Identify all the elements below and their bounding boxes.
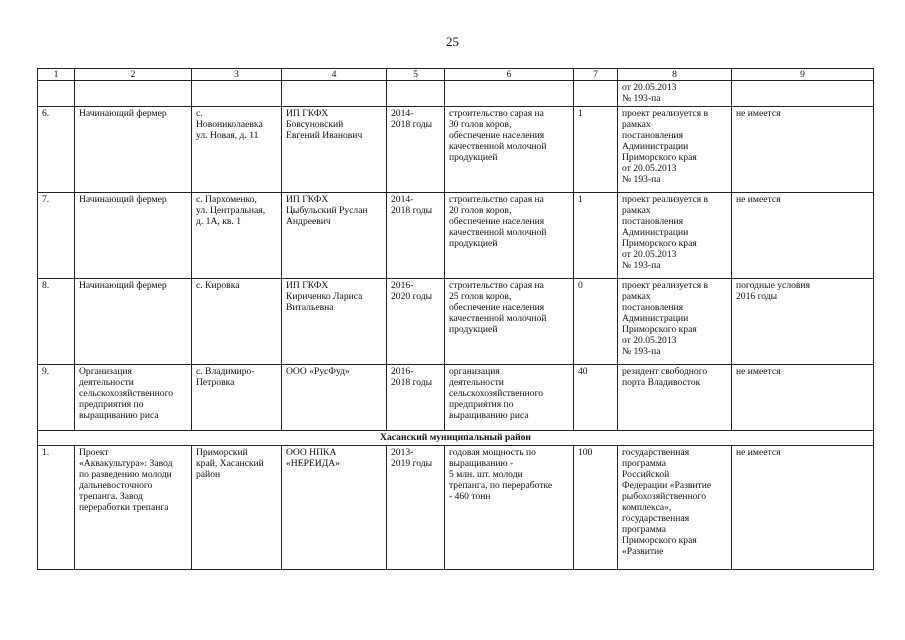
project-name-line: переработки трепанга — [79, 502, 169, 513]
description-cell — [445, 107, 574, 193]
entity-cell — [282, 446, 387, 570]
table-row — [38, 193, 874, 279]
description-line: деятельности — [449, 377, 504, 388]
notes-line: не имеется — [736, 108, 781, 119]
address-cell — [192, 107, 282, 193]
entity-line: «НЕРЕИДА» — [286, 458, 340, 469]
period-line: 2016- — [391, 366, 414, 377]
project-name-line: предприятия по — [79, 399, 144, 410]
period-line: 2013- — [391, 447, 414, 458]
description-line: предприятия по — [449, 399, 514, 410]
notes-line: не имеется — [736, 194, 781, 205]
count-cell: 100 — [574, 446, 618, 570]
program-cell — [618, 446, 732, 570]
program-line: рамках — [622, 291, 651, 302]
column-number: 7 — [574, 69, 618, 81]
entity-cell — [282, 279, 387, 365]
entity-cell — [282, 107, 387, 193]
notes-line: не имеется — [736, 447, 781, 458]
notes-cell — [732, 446, 874, 570]
description-cell — [445, 193, 574, 279]
entity-line: ИП ГКФХ — [286, 108, 329, 119]
table-row — [38, 107, 874, 193]
period-line: 2016- — [391, 280, 414, 291]
program-line: Приморского края — [622, 324, 697, 335]
address-line: Приморский — [196, 447, 248, 458]
address-line: с. Владимиро- — [196, 366, 255, 377]
program-line: Администрации — [622, 313, 689, 324]
section-title: Хасанский муниципальный район — [38, 431, 874, 446]
program-line: программа — [622, 458, 667, 469]
program-line: от 20.05.2013 — [622, 335, 677, 346]
period-line: 2014- — [391, 108, 414, 119]
description-line: обеспечение населения — [449, 216, 545, 227]
description-line: трепанга, по переработке — [449, 480, 553, 491]
row-number-cell: 1. — [38, 446, 75, 570]
entity-line: Витальевна — [286, 302, 334, 313]
project-name-line: Начинающий фермер — [79, 108, 167, 119]
address-cell — [192, 446, 282, 570]
project-name-line: Организация — [79, 366, 132, 377]
period-line: 2018 годы — [391, 205, 433, 216]
period-line: 2019 годы — [391, 458, 433, 469]
section-header-row — [38, 431, 874, 446]
period-cell — [387, 193, 445, 279]
description-line: обеспечение населения — [449, 302, 545, 313]
project-name-line: дальневосточного — [79, 480, 153, 491]
project-name-line: деятельности — [79, 377, 134, 388]
entity-line: ООО НПКА — [286, 447, 337, 458]
program-line: рыбохозяйственного — [622, 491, 706, 502]
description-line: строительство сарая на — [449, 194, 544, 205]
address-line: край, Хасанский — [196, 458, 264, 469]
period-cell — [387, 365, 445, 431]
program-line: Приморского края — [622, 535, 697, 546]
entity-line: Кириченко Лариса — [286, 291, 363, 302]
page-number: 25 — [446, 34, 459, 49]
program-line: государственная — [622, 513, 690, 524]
description-line: 25 голов коров, — [449, 291, 512, 302]
program-line: проект реализуется в — [622, 194, 709, 205]
table-row — [38, 279, 874, 365]
entity-line: Бовсуновский — [286, 119, 344, 130]
program-line: постановления — [622, 216, 684, 227]
entity-line: Цыбульский Руслан — [286, 205, 368, 216]
program-line: Администрации — [622, 227, 689, 238]
description-line: организация — [449, 366, 500, 377]
entity-cell — [282, 193, 387, 279]
program-line: проект реализуется в — [622, 280, 709, 291]
column-number: 2 — [75, 69, 192, 81]
period-line: 2020 годы — [391, 291, 433, 302]
description-line: выращиванию риса — [449, 410, 529, 421]
program-line: Приморского края — [622, 152, 697, 163]
period-line: 2014- — [391, 194, 414, 205]
program-line: комплекса», — [622, 502, 672, 513]
description-line: продукцией — [449, 152, 498, 163]
project-name-cell — [75, 365, 192, 431]
count-cell: 1 — [574, 107, 618, 193]
project-name-line: трепанга. Завод — [79, 491, 143, 502]
program-line: Федерации «Развитие — [622, 480, 712, 491]
notes-cell — [732, 107, 874, 193]
address-line: д. 1А, кв. 1 — [196, 216, 241, 227]
description-cell — [445, 365, 574, 431]
description-cell — [445, 446, 574, 570]
project-name-line: «Аквакультура»: Завод — [79, 458, 173, 469]
program-line: Российской — [622, 469, 670, 480]
description-line: 20 голов коров, — [449, 205, 512, 216]
project-name-line: Начинающий фермер — [79, 280, 167, 291]
notes-line: 2016 годы — [736, 291, 778, 302]
row-number-cell: 8. — [38, 279, 75, 365]
entity-line: Евгений Иванович — [286, 130, 363, 141]
notes-cell — [732, 365, 874, 431]
address-cell — [192, 365, 282, 431]
address-line: ул. Новая, д. 11 — [196, 130, 259, 141]
period-cell — [387, 107, 445, 193]
column-number: 1 — [38, 69, 75, 81]
program-line: от 20.05.2013 — [622, 249, 677, 260]
program-line: постановления — [622, 302, 684, 313]
description-line: строительство сарая на — [449, 280, 544, 291]
column-number: 3 — [192, 69, 282, 81]
program-line: № 193-па — [622, 174, 661, 185]
column-number: 6 — [445, 69, 574, 81]
entity-line: ИП ГКФХ — [286, 194, 329, 205]
program-line: программа — [622, 524, 667, 535]
count-cell: 40 — [574, 365, 618, 431]
project-name-line: сельскохозяйственного — [79, 388, 174, 399]
program-line: резидент свободного — [622, 366, 708, 377]
notes-cell — [732, 193, 874, 279]
description-cell — [445, 279, 574, 365]
description-line: 30 голов коров, — [449, 119, 512, 130]
column-number: 9 — [732, 69, 874, 81]
column-number-row — [38, 69, 874, 81]
count-cell: 1 — [574, 193, 618, 279]
description-line: - 460 тонн — [449, 491, 491, 502]
description-line: продукцией — [449, 324, 498, 335]
program-cell — [618, 279, 732, 365]
period-cell — [387, 279, 445, 365]
table-row — [38, 365, 874, 431]
program-line: «Развитие — [622, 546, 664, 557]
program-line: № 193-па — [622, 346, 661, 357]
column-number: 4 — [282, 69, 387, 81]
entity-cell — [282, 365, 387, 431]
entity-line: Андреевич — [286, 216, 331, 227]
address-line: с. — [196, 108, 203, 119]
row-number-cell: 6. — [38, 107, 75, 193]
program-line: № 193-па — [622, 260, 661, 271]
address-cell — [192, 279, 282, 365]
program-line: проект реализуется в — [622, 108, 709, 119]
row-number-cell: 7. — [38, 193, 75, 279]
description-line: строительство сарая на — [449, 108, 544, 119]
description-line: 5 млн. шт. молоди — [449, 469, 523, 480]
program-line: рамках — [622, 205, 651, 216]
description-line: качественной молочной — [449, 313, 547, 324]
program-line: от 20.05.2013 — [622, 163, 677, 174]
description-line: качественной молочной — [449, 227, 547, 238]
program-cell — [618, 107, 732, 193]
project-name-line: по разведению молоди — [79, 469, 172, 480]
program-line: государственная — [622, 447, 690, 458]
project-name-line: Проект — [79, 447, 109, 458]
program-cell — [618, 193, 732, 279]
period-cell — [387, 446, 445, 570]
description-line: обеспечение населения — [449, 130, 545, 141]
continuation-row — [38, 81, 874, 107]
program-line: Администрации — [622, 141, 689, 152]
description-line: качественной молочной — [449, 141, 547, 152]
period-line: 2018 годы — [391, 377, 433, 388]
address-cell — [192, 193, 282, 279]
entity-line: ИП ГКФХ — [286, 280, 329, 291]
description-line: выращиванию - — [449, 458, 514, 469]
description-line: годовая мощность по — [449, 447, 536, 458]
address-line: район — [196, 469, 221, 480]
program-cell — [618, 81, 732, 107]
project-name-cell — [75, 279, 192, 365]
project-name-cell — [75, 446, 192, 570]
notes-cell — [732, 279, 874, 365]
program-cell — [618, 365, 732, 431]
address-line: Новониколаевка — [196, 119, 263, 130]
program-line: № 193-па — [622, 93, 661, 104]
program-line: рамках — [622, 119, 651, 130]
program-line: постановления — [622, 130, 684, 141]
entity-line: ООО «РусФуд» — [286, 366, 350, 377]
notes-line: не имеется — [736, 366, 781, 377]
address-line: Петровка — [196, 377, 235, 388]
table-row — [38, 446, 874, 570]
period-line: 2018 годы — [391, 119, 433, 130]
column-number: 8 — [618, 69, 732, 81]
project-name-line: выращиванию риса — [79, 410, 159, 421]
projects-table — [37, 68, 874, 570]
project-name-line: Начинающий фермер — [79, 194, 167, 205]
project-name-cell — [75, 107, 192, 193]
column-number: 5 — [387, 69, 445, 81]
program-line: от 20.05.2013 — [622, 82, 677, 93]
description-line: сельскохозяйственного — [449, 388, 544, 399]
count-cell: 0 — [574, 279, 618, 365]
program-line: Приморского края — [622, 238, 697, 249]
project-name-cell — [75, 193, 192, 279]
address-line: с. Кировка — [196, 280, 240, 291]
row-number-cell: 9. — [38, 365, 75, 431]
notes-line: погодные условия — [736, 280, 810, 291]
address-line: ул. Центральная, — [196, 205, 266, 216]
address-line: с. Пархоменко, — [196, 194, 257, 205]
description-line: продукцией — [449, 238, 498, 249]
program-line: порта Владивосток — [622, 377, 701, 388]
